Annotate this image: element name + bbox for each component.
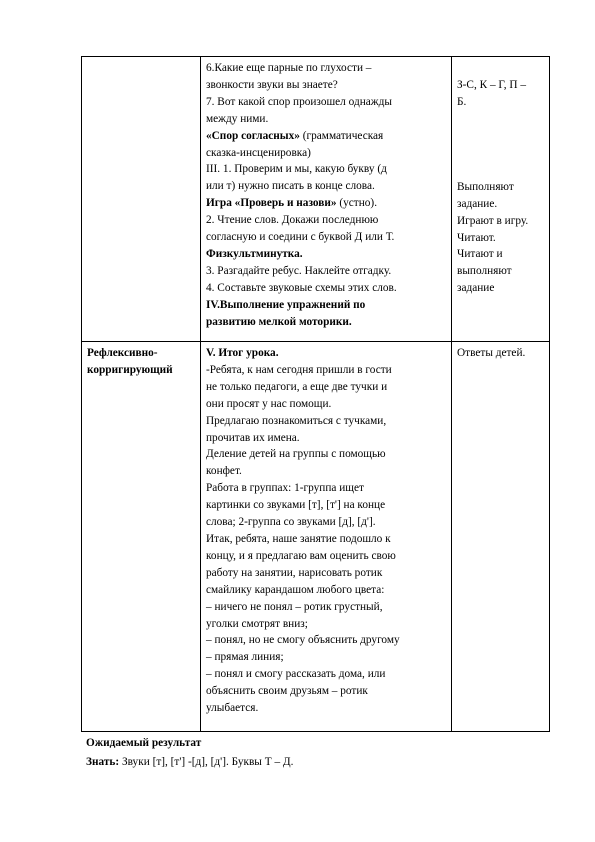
text-line: 3. Разгадайте ребус. Наклейте отгадку. (206, 264, 392, 277)
text-line: Итак, ребята, наше занятие подошло к (206, 532, 391, 545)
text-line: звонкости звуки вы знаете? (206, 78, 338, 91)
text-line: Читают. (457, 231, 496, 244)
text-line: Физкультминутка. (206, 247, 303, 260)
table-row (82, 342, 550, 732)
text-line: Играют в игру. (457, 214, 529, 227)
text-line: Предлагаю познакомиться с тучками, (206, 414, 387, 427)
text-line: согласную и соедини с буквой Д или Т. (206, 231, 395, 244)
text-line: сказка-инсценировка) (206, 146, 311, 159)
text-line: Ответы детей. (457, 347, 526, 359)
stage-label: Рефлексивно- (87, 347, 158, 359)
text-line: З-С, К – Г, П – (457, 79, 526, 91)
text-line: конфет. (206, 465, 242, 478)
stage-cell (82, 342, 201, 732)
text-line: или т) нужно писать в конце слова. (206, 180, 375, 193)
text-line: Работа в группах: 1-группа ищет (206, 482, 364, 495)
text-line (206, 128, 447, 145)
stage-cell-empty (82, 57, 201, 342)
expected-result-title: Ожидаемый результат (86, 737, 202, 749)
text-line: – ничего не понял – ротик грустный, (206, 600, 383, 613)
section-title: V. Итог урока. (206, 347, 279, 359)
activity-cell (201, 57, 452, 342)
text-line: слова; 2-группа со звуками [д], [д']. (206, 516, 376, 529)
text-line: Читают и (457, 248, 503, 261)
spacer (457, 128, 545, 145)
text-line: 6.Какие еще парные по глухости – (206, 62, 372, 74)
text-line: Б. (457, 95, 467, 108)
text-line: они просят у нас помощи. (206, 397, 332, 410)
text-line: картинки со звуками [т], [т'] на конце (206, 499, 386, 512)
text-line: задание (457, 282, 495, 295)
activity-cell (201, 342, 452, 732)
spor-title: «Спор согласных» (206, 129, 300, 142)
expected-result-line (86, 753, 293, 772)
text-line: Деление детей на группы с помощью (206, 448, 386, 461)
text-line: 4. Составьте звуковые схемы этих слов. (206, 281, 397, 294)
text-line: – понял, но не смогу объяснить другому (206, 634, 400, 647)
game-title: Игра «Проверь и назови» (206, 197, 337, 210)
expected-result (86, 734, 293, 772)
student-activity-cell (452, 57, 550, 342)
text-line: смайлику карандашом любого цвета: (206, 583, 385, 596)
text-line: IV.Выполнение упражнений по (206, 298, 366, 311)
text-line: Выполняют (457, 180, 514, 193)
know-text: Звуки [т], [т'] -[д], [д']. Буквы Т – Д. (119, 756, 294, 768)
student-activity-cell (452, 342, 550, 732)
text-line: 2. Чтение слов. Докажи последнюю (206, 214, 379, 227)
text-line: улыбается. (206, 702, 259, 715)
spacer (457, 60, 545, 77)
lesson-table (81, 56, 550, 732)
text-line: – прямая линия; (206, 651, 284, 664)
text-line: уголки смотрят вниз; (206, 617, 308, 630)
text-line: 7. Вот какой спор произошел однажды (206, 95, 392, 108)
text-line: выполняют (457, 265, 512, 278)
text-line: III. 1. Проверим и мы, какую букву (д (206, 163, 387, 176)
text-line: не только педагоги, а еще две тучки и (206, 380, 388, 393)
text-line: объяснить своим друзьям – ротик (206, 685, 368, 698)
text-line: -Ребята, к нам сегодня пришли в гости (206, 363, 392, 376)
spacer (457, 111, 545, 128)
text-line (206, 195, 447, 212)
text-line: работу на занятии, нарисовать ротик (206, 566, 383, 579)
stage-label: корригирующий (87, 363, 173, 376)
know-label: Знать: (86, 756, 120, 768)
text-line: между ними. (206, 112, 269, 125)
game-note: (устно). (336, 197, 378, 210)
text-line: задание. (457, 197, 498, 210)
table-row (82, 57, 550, 342)
text-line: – понял и смогу рассказать дома, или (206, 668, 386, 681)
text-line: концу, и я предлагаю вам оценить свою (206, 549, 396, 562)
spacer (457, 162, 545, 179)
spor-note: (грамматическая (299, 129, 384, 142)
spacer (457, 145, 545, 162)
text-line: развитию мелкой моторики. (206, 315, 352, 328)
text-line: прочитав их имена. (206, 431, 300, 444)
